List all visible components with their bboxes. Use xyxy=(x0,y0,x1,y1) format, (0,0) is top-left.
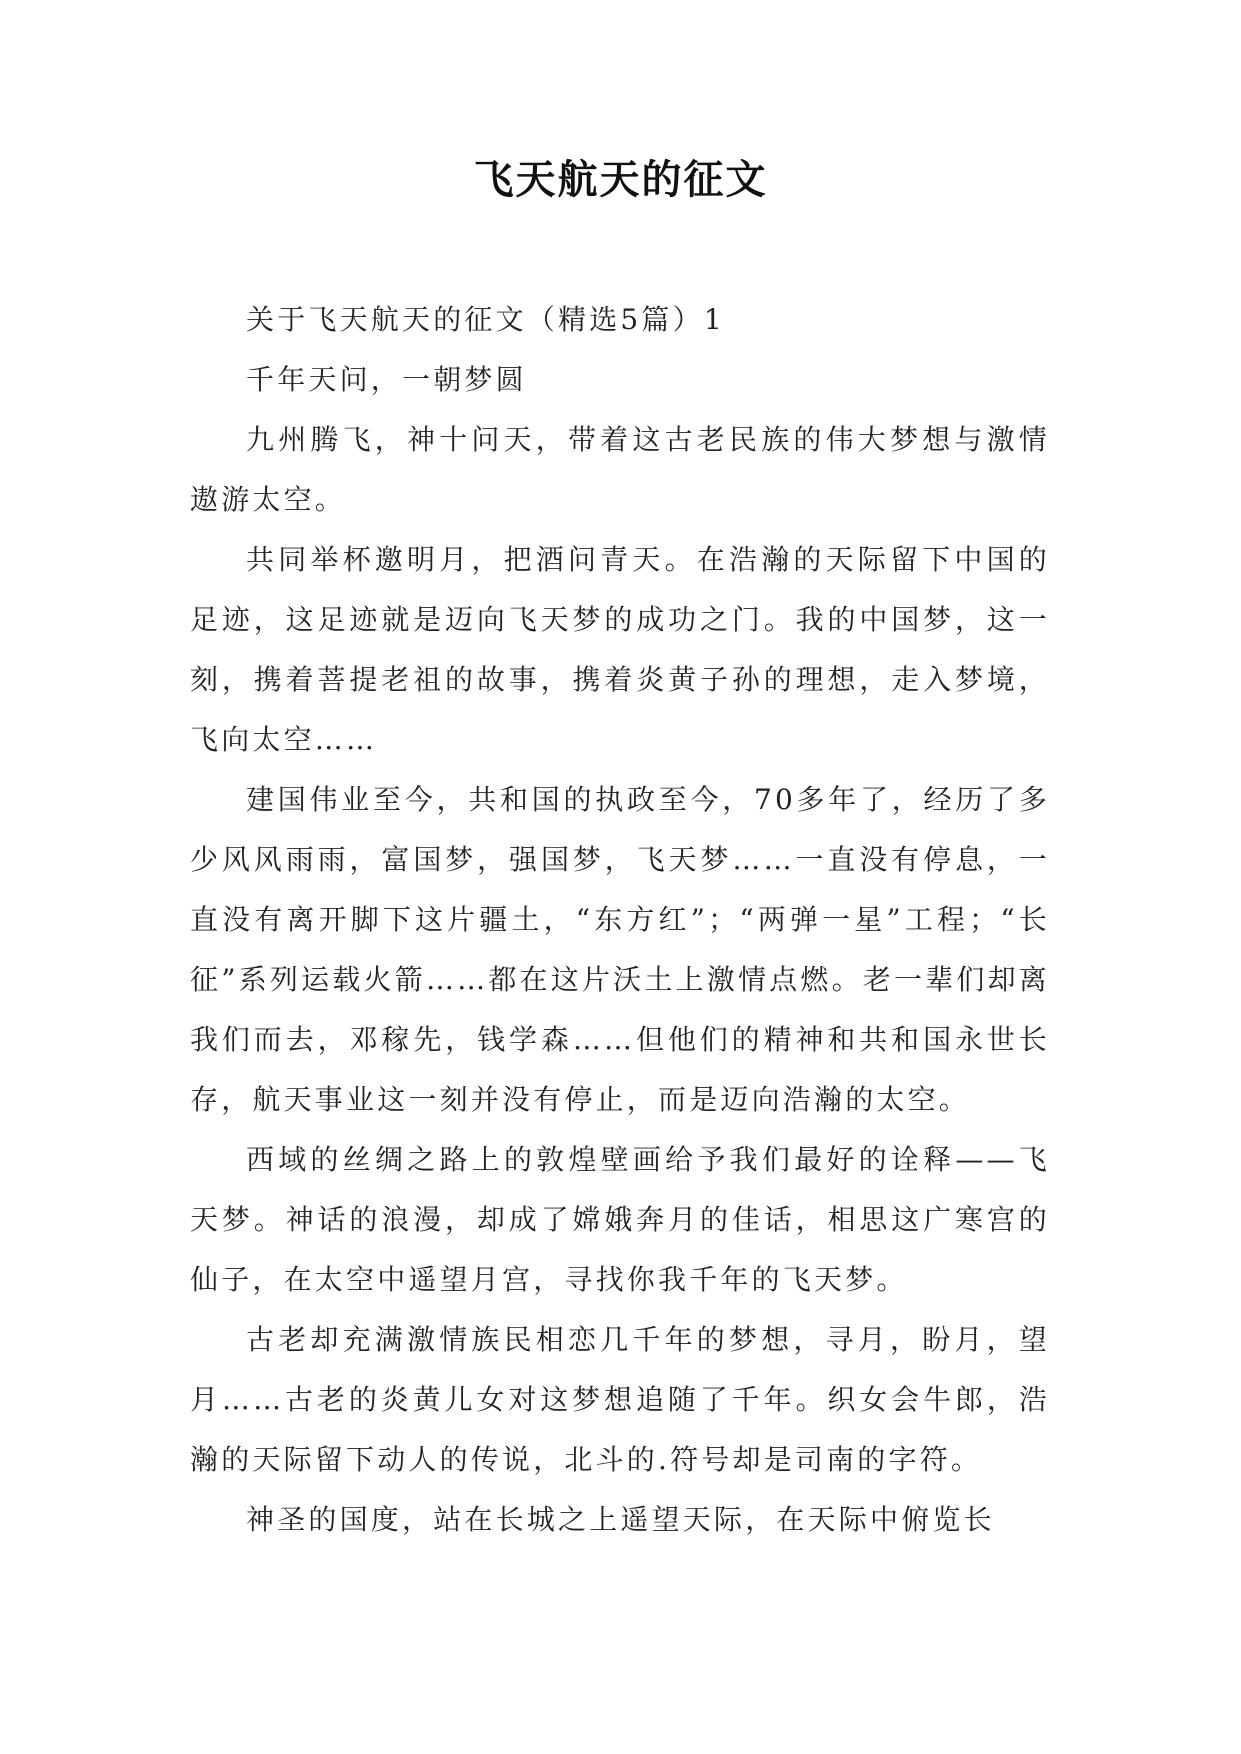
document-body xyxy=(190,290,1050,1550)
paragraph: 九州腾飞，神十问天，带着这古老民族的伟大梦想与激情遨游太空。 xyxy=(190,423,1050,516)
paragraph-subtitle: 千年天问，一朝梦圆 xyxy=(246,363,527,396)
document-title: 飞天航天的征文 xyxy=(473,156,768,203)
paragraph-heading: 关于飞天航天的征文（精选5篇）1 xyxy=(246,303,725,336)
paragraph: 神圣的国度，站在长城之上遥望天际，在天际中俯览长 xyxy=(246,1503,995,1536)
paragraph: 西域的丝绸之路上的敦煌壁画给予我们最好的诠释——飞天梦。神话的浪漫，却成了嫦娥奔月的佳话，相思这广寒宫的仙子，在太空中遥望月宫，寻找你我千年的飞天梦。 xyxy=(190,1143,1050,1296)
paragraph: 建国伟业至今，共和国的执政至今，70多年了，经历了多少风风雨雨，富国梦，强国梦，飞天梦……一直没有停息，一直没有离开脚下这片疆土，“东方红”；“两弹一星”工程；“长征”系列运载火箭……都在这片沃土上激情点燃。老一辈们却离我们而去，邓稼先，钱学森……但他们的精神和共和国永世长存，航天事业这一刻并没有停止，而是迈向浩瀚的太空。 xyxy=(190,783,1050,1116)
paragraph: 共同举杯邀明月，把酒问青天。在浩瀚的天际留下中国的足迹，这足迹就是迈向飞天梦的成功之门。我的中国梦，这一刻，携着菩提老祖的故事，携着炎黄子孙的理想，走入梦境，飞向太空…… xyxy=(190,543,1050,756)
paragraph: 古老却充满激情族民相恋几千年的梦想，寻月，盼月，望月……古老的炎黄儿女对这梦想追随了千年。织女会牛郎，浩瀚的天际留下动人的传说，北斗的.符号却是司南的字符。 xyxy=(190,1323,1050,1476)
